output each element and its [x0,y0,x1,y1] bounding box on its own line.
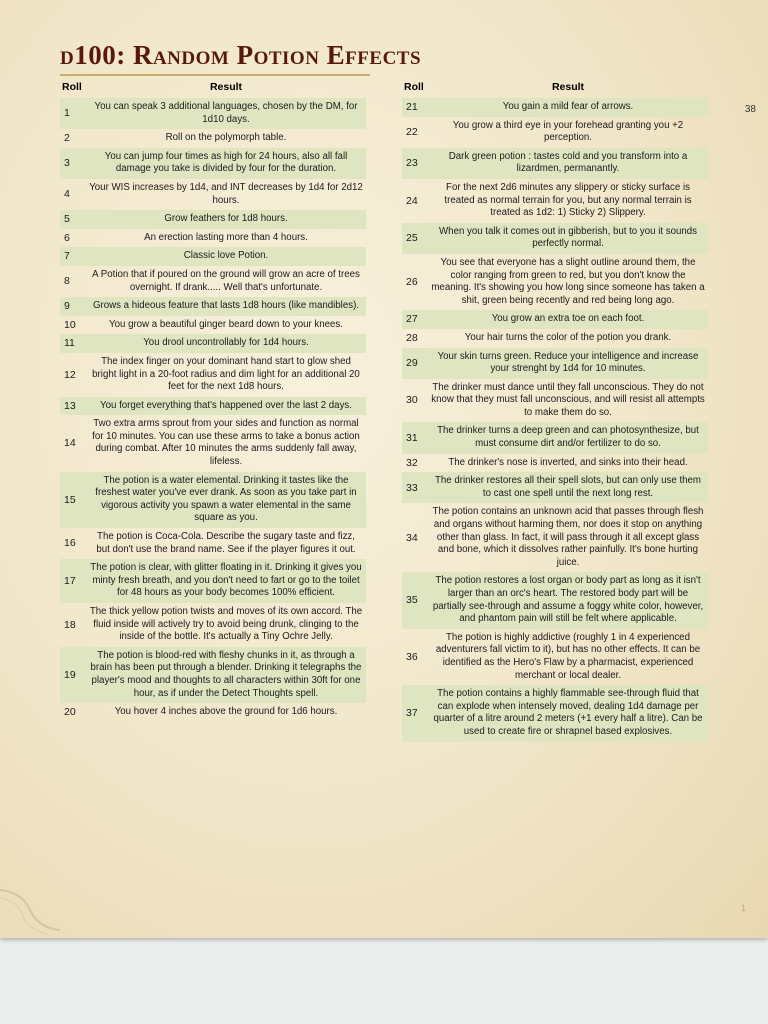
table-row [60,472,366,528]
roll-number: 2 [64,132,70,145]
roll-number: 25 [402,223,428,254]
roll-number: 6 [64,231,70,244]
result-text: An erection lasting more than 4 hours. [144,231,308,243]
potion-table-left-body [60,98,366,722]
roll-number: 1 [60,98,86,129]
roll-number: 13 [60,397,86,416]
page-title: d100: Random Potion Effects [60,40,422,70]
table-row [60,247,366,266]
footer-page-number: 1 [740,903,746,913]
roll-number: 24 [406,194,418,207]
result-text: You drool uncontrollably for 1d4 hours. [86,334,366,353]
title-underline [60,74,370,76]
table-row [402,148,708,179]
table-row [60,210,366,229]
result-text: The drinker must dance until they fall unconscious. They do not know that they must fall unconscious, and will resist all attempts to make them do so. [431,381,705,418]
roll-number: 29 [402,348,428,379]
table-row [402,179,708,223]
result-text: You see that everyone has a slight outline around them, the color ranging from green to red, but you don't know the meaning. It's showing you how long since someone has taken a shit, green being recently and red being long ago. [431,256,705,306]
roll-number: 3 [60,148,86,179]
table-row [60,266,366,297]
roll-number: 7 [60,247,86,266]
table-row [60,98,366,129]
roll-number: 19 [60,647,86,703]
result-text: You can speak 3 additional languages, chosen by the DM, for 1d10 days. [86,98,366,129]
left-column [60,78,366,722]
result-text: The drinker's nose is inverted, and sinks into their head. [448,456,688,468]
result-text: The potion is highly addictive (roughly 1 in 4 experienced adventurers fall victim to it), but has no other effects. It can be identified as the Hero's Flaw by a pharmacist, experienced merchant or local dealer. [435,631,701,681]
result-text: Grows a hideous feature that lasts 1d8 hours (like mandibles). [86,297,366,316]
roll-number: 5 [60,210,86,229]
table-row [402,629,708,685]
result-text: For the next 2d6 minutes any slippery or sticky surface is treated as normal terrain for you, but any normal terrain is treated as 1d2: 1) Sticky 2) Slippery. [444,181,692,219]
result-text: Grow feathers for 1d8 hours. [86,210,366,229]
roll-number: 37 [402,685,428,741]
result-text: When you talk it comes out in gibberish, but to you it sounds perfectly normal. [428,223,708,254]
result-text: Your skin turns green. Reduce your intelligence and increase your strenght by 1d4 for 10 minutes. [428,348,708,379]
right-column [402,78,708,742]
result-text: The potion is Coca-Cola. Describe the sugary taste and fizz, but don't use the brand name. See if the player figures it out. [96,531,356,555]
table-row [402,117,708,148]
result-column-header: Result [551,81,585,93]
roll-number: 8 [64,275,70,288]
potion-table-left [60,78,366,722]
roll-number: 35 [402,572,428,628]
table-row [60,353,366,397]
roll-number: 18 [64,618,76,631]
roll-number: 21 [402,98,428,117]
result-text: You hover 4 inches above the ground for 1d6 hours. [114,706,338,718]
result-text: The potion contains an unknown acid that passes through flesh and organs without harming them, nor does it stop on anything other than glass. In fact, it will pass through it all except glass and bone, which it dissolves rather painfully. It's bone hurting juice. [432,506,704,568]
result-text: The thick yellow potion twists and moves of its own accord. The fluid inside will actively try to avoid being drunk, clinging to the inside of the bottle. It's actually a Tiny Ochre Jelly. [89,606,363,643]
result-text: The index finger on your dominant hand start to glow shed bright light in a 20-foot radius and dim light for an additional 20 feet for the next 1d8 hours. [92,355,360,393]
result-text: Your hair turns the color of the potion you drank. [464,331,672,343]
table-row [402,454,708,473]
table-row [60,647,366,703]
table-row [60,297,366,316]
table-row [402,310,708,329]
result-text: The drinker turns a deep green and can photosynthesize, but must consume dirt and/or fertilizer to do so. [428,422,708,453]
roll-number: 11 [60,334,86,353]
result-text: You can jump four times as high for 24 hours, also all fall damage you take is divided by four for the duration. [86,148,366,179]
roll-number: 16 [64,537,76,550]
table-row [60,316,366,335]
roll-number: 36 [406,650,418,663]
table-header-row [402,78,708,98]
table-row [60,129,366,148]
table-row [60,703,366,722]
roll-number: 23 [402,148,428,179]
result-text: Classic love Potion. [86,247,366,266]
table-row [60,148,366,179]
table-row [402,254,708,310]
result-text: The potion is a water elemental. Drinking it tastes like the freshest water you've ever drank. As soon as you take part in vigorous activity you spawn a water elemental in the same square as you. [86,472,366,528]
result-text: The potion is clear, with glitter floating in it. Drinking it gives you minty fresh breath, and you don't need to fart or go to the toilet for 48 hours as your body becomes 100% efficient. [86,559,366,603]
table-header-row [60,78,366,98]
table-row [60,415,366,471]
roll-number: 34 [406,531,418,544]
corner-ornament-icon [0,880,60,938]
side-page-marker: 38 [744,104,756,115]
table-row [402,329,708,348]
result-text: You grow a third eye in your forehead granting you +2 perception. [452,119,684,144]
roll-number: 27 [402,310,428,329]
table-row [60,334,366,353]
table-row [60,397,366,416]
roll-number: 12 [64,368,76,381]
result-text: You forget everything that's happened over the last 2 days. [86,397,366,416]
roll-number: 17 [60,559,86,603]
result-text: Your WIS increases by 1d4, and INT decreases by 1d4 for 2d12 hours. [89,181,363,206]
table-row [402,422,708,453]
result-text: You gain a mild fear of arrows. [428,98,708,117]
roll-column-header: Roll [404,81,424,93]
table-row [60,179,366,210]
table-row [402,348,708,379]
roll-column-header: Roll [62,81,82,93]
roll-number: 4 [64,188,70,201]
result-text: You grow an extra toe on each foot. [428,310,708,329]
table-row [402,685,708,741]
roll-number: 26 [406,275,418,288]
potion-table-right [402,78,708,742]
table-row [402,223,708,254]
potion-table-right-body [402,98,708,742]
roll-number: 9 [60,297,86,316]
result-column-header: Result [209,81,243,93]
table-row [402,98,708,117]
roll-number: 31 [402,422,428,453]
result-text: The potion is blood-red with fleshy chunks in it, as through a brain has been put through a blender. Drinking it telegraphs the player's mood and thoughts to all characters within 30ft for one hour, as if under the Detect Thoughts spell. [86,647,366,703]
table-row [402,572,708,628]
result-text: Roll on the polymorph table. [165,132,287,144]
result-text: The potion restores a lost organ or body part as long as it isn't larger than an orc's heart. The restored body part will be partially see-through and assume a foggy white color, however, and phantom pain will still be felt where applicable. [428,572,708,628]
roll-number: 32 [406,456,418,469]
roll-number: 20 [64,706,76,719]
table-row [60,229,366,248]
roll-number: 15 [60,472,86,528]
roll-number: 30 [406,394,418,407]
table-row [402,472,708,503]
table-row [402,379,708,423]
table-row [60,603,366,647]
table-row [60,559,366,603]
result-text: A Potion that if poured on the ground will grow an acre of trees overnight. If drank..... Well that's unfortunate. [92,268,360,293]
result-text: The potion contains a highly flammable see-through fluid that can explode when intensely moved, dealing 1d4 damage per quarter of a litre around 2 meters (+1 every half a litre). Can be used to create fire or shrapnel based explosives. [428,685,708,741]
result-text: Two extra arms sprout from your sides and function as normal for 10 minutes. You can use these arms to take a bonus action during combat. After 10 minutes the arms suddenly fall away, lifeless. [92,418,360,468]
roll-number: 33 [402,472,428,503]
roll-number: 28 [406,331,418,344]
table-row [60,528,366,559]
result-text: Dark green potion : tastes cold and you transform into a lizardmen, permanantly. [428,148,708,179]
table-row [402,503,708,572]
roll-number: 14 [64,437,76,450]
result-text: The drinker restores all their spell slots, but can only use them to cast one spell until the next long rest. [428,472,708,503]
roll-number: 22 [406,125,418,138]
result-text: You grow a beautiful ginger beard down to your knees. [109,318,343,330]
roll-number: 10 [64,318,76,331]
